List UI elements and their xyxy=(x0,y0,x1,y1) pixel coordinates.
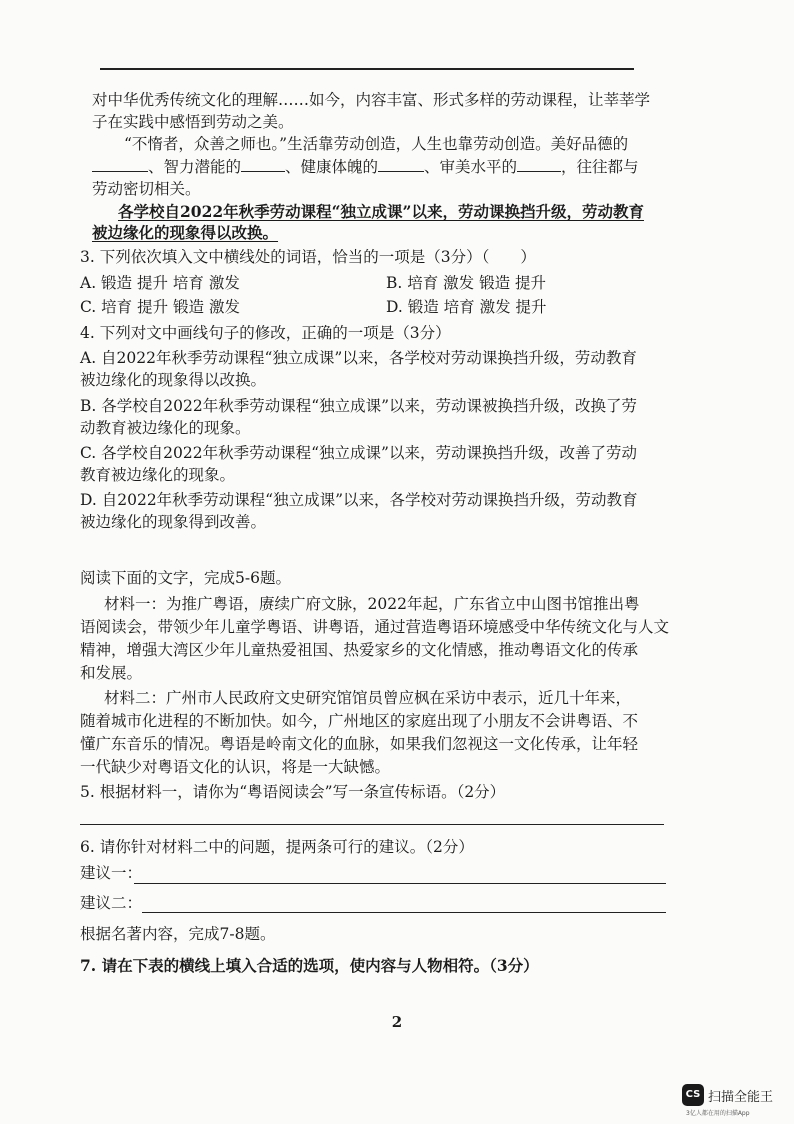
question-3-stem: 3. 下列依次填入文中横线处的词语，恰当的一项是（3分）（ ） xyxy=(80,248,536,266)
option-c-cont: 教育被边缘化的现象。 xyxy=(80,466,236,484)
material-1-line: 和发展。 xyxy=(80,664,143,682)
option-a-cont: 被边缘化的现象得以改换。 xyxy=(80,371,267,389)
option-d[interactable]: D. 锻造 培育 激发 提升 xyxy=(386,298,547,316)
top-rule xyxy=(100,68,634,70)
question-5-answer-line[interactable] xyxy=(80,824,664,825)
suggestion-2-label: 建议二： xyxy=(80,894,143,912)
material-2-line: 一代缺少对粤语文化的认识，将是一大缺憾。 xyxy=(80,758,391,776)
underlined-sentence: 各学校自2022年秋季劳动课程“独立成课”以来，劳动课换挡升级，劳动教育 xyxy=(118,202,644,221)
option-b[interactable]: B. 各学校自2022年秋季劳动课程“独立成课”以来，劳动课被换挡升级，改换了劳 xyxy=(80,397,638,415)
question-7-stem: 7. 请在下表的横线上填入合适的选项，使内容与人物相符。（3分） xyxy=(80,956,539,975)
section-intro: 根据名著内容，完成7-8题。 xyxy=(80,925,276,943)
option-b[interactable]: B. 培育 激发 锻造 提升 xyxy=(386,274,547,292)
answer-blank[interactable] xyxy=(517,157,561,172)
passage-blank-line: 、智力潜能的 、健康体魄的 、审美水平的 ，往往都与 xyxy=(92,156,692,178)
watermark-tagline: 3亿人都在用的扫描App xyxy=(686,1110,750,1117)
answer-blank[interactable] xyxy=(378,157,424,172)
option-a[interactable]: A. 锻造 提升 培育 激发 xyxy=(80,274,240,292)
answer-blank[interactable] xyxy=(241,157,285,172)
passage-line: 子在实践中感悟到劳动之美。 xyxy=(92,113,294,131)
question-3-options-row xyxy=(80,296,547,318)
underlined-sentence: 被边缘化的现象得以改换。 xyxy=(92,223,279,242)
watermark-name: 扫描全能王 xyxy=(708,1090,774,1105)
scanner-watermark xyxy=(680,1084,788,1118)
option-d-cont: 被边缘化的现象得到改善。 xyxy=(80,513,267,531)
suggestion-1-answer-line[interactable] xyxy=(134,883,666,884)
material-1-line: 材料一：为推广粤语，赓续广府文脉，2022年起，广东省立中山图书馆推出粤 xyxy=(104,595,640,613)
suggestion-1-label: 建议一： xyxy=(80,864,143,882)
page-number: 2 xyxy=(391,1013,403,1031)
passage-line: 劳动密切相关。 xyxy=(92,180,201,198)
reading-intro: 阅读下面的文字，完成5-6题。 xyxy=(80,569,291,587)
question-6-stem: 6. 请你针对材料二中的问题，提两条可行的建议。（2分） xyxy=(80,838,474,856)
option-c[interactable]: C. 培育 提升 锻造 激发 xyxy=(80,298,240,316)
suggestion-2-answer-line[interactable] xyxy=(142,912,666,913)
material-1-line: 精神，增强大湾区少年儿童热爱祖国、热爱家乡的文化情感，推动粤语文化的传承 xyxy=(80,641,639,659)
answer-blank[interactable] xyxy=(92,157,148,172)
material-1-line: 语阅读会，带领少年儿童学粤语、讲粤语，通过营造粤语环境感受中华传统文化与人文 xyxy=(80,618,670,636)
question-5-stem: 5. 根据材料一，请你为“粤语阅读会”写一条宣传标语。（2分） xyxy=(80,783,506,801)
material-2-line: 懂广东音乐的情况。粤语是岭南文化的血脉，如果我们忽视这一文化传承，让年轻 xyxy=(80,735,639,753)
passage-line: “不惰者，众善之师也。”生活靠劳动创造，人生也靠劳动创造。美好品德的 xyxy=(124,135,629,153)
question-4-stem: 4. 下列对文中画线句子的修改，正确的一项是（3分） xyxy=(80,324,451,342)
camscanner-logo-icon: CS xyxy=(682,1084,704,1106)
option-d[interactable]: D. 自2022年秋季劳动课程“独立成课”以来，各学校对劳动课换挡升级，劳动教育 xyxy=(80,491,638,509)
option-c[interactable]: C. 各学校自2022年秋季劳动课程“独立成课”以来，劳动课换挡升级，改善了劳动 xyxy=(80,444,637,462)
material-2-line: 材料二：广州市人民政府文史研究馆馆员曾应枫在采访中表示，近几十年来， xyxy=(104,689,632,707)
material-2-line: 随着城市化进程的不断加快。如今，广州地区的家庭出现了小朋友不会讲粤语、不 xyxy=(80,712,639,730)
passage-line: 对中华优秀传统文化的理解……如今，内容丰富、形式多样的劳动课程，让莘莘学 xyxy=(92,91,651,109)
option-a[interactable]: A. 自2022年秋季劳动课程“独立成课”以来，各学校对劳动课换挡升级，劳动教育 xyxy=(80,349,637,367)
option-b-cont: 动教育被边缘化的现象。 xyxy=(80,419,251,437)
question-3-options-row xyxy=(80,272,547,294)
